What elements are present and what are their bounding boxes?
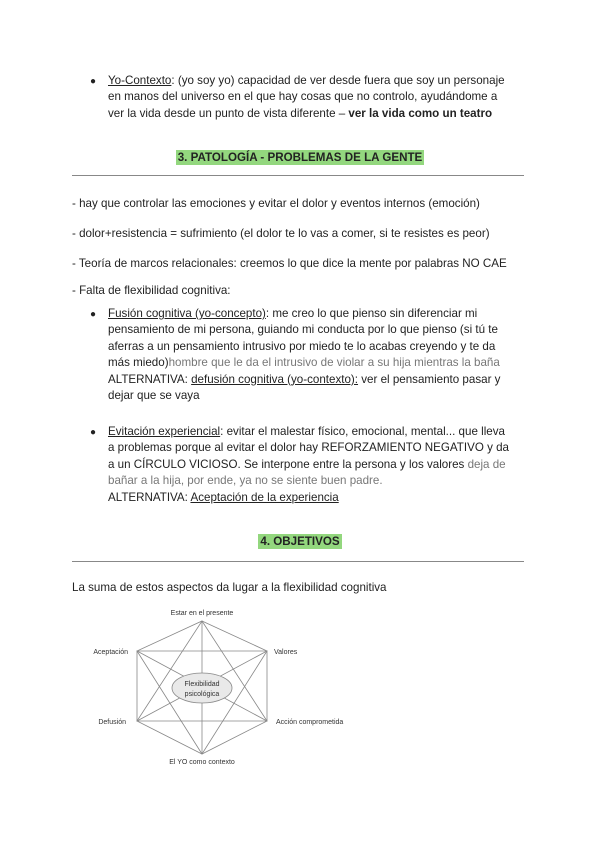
yo-contexto-term: Yo-Contexto xyxy=(108,74,172,87)
fusion-line2: pensamiento de mi persona, guiando mi conducta por lo que pienso (si tú te xyxy=(108,323,498,337)
bullet-dot: ● xyxy=(90,76,97,87)
hexaflex-diagram xyxy=(80,603,380,768)
fusion-line4: más miedo) xyxy=(108,356,169,370)
yo-contexto-line3: ver la vida desde un punto de vista diferente – xyxy=(108,106,349,120)
section3-heading-text: 3. PATOLOGÍA - PROBLEMAS DE LA GENTE xyxy=(177,151,423,164)
label-defusion: Defusión xyxy=(98,719,126,726)
fusion-alt-term: defusión cognitiva (yo-contexto): xyxy=(191,372,359,386)
label-presente: Estar en el presente xyxy=(170,610,234,617)
evitacion-paragraph xyxy=(108,424,528,506)
label-aceptacion: Aceptación xyxy=(93,649,128,656)
section3-divider xyxy=(72,175,524,176)
evitacion-term: Evitación experiencial xyxy=(108,425,221,438)
fusion-line1: : me creo lo que pienso sin diferenciar mi xyxy=(265,307,478,320)
pathology-line-1: - hay que controlar las emociones y evitar el dolor y eventos internos (emoción) xyxy=(72,197,480,210)
label-valores: Valores xyxy=(274,649,298,656)
fusion-example: hombre que le da el intrusivo de violar a su hija mientras la baña xyxy=(168,356,500,370)
fusion-line6: dejar que se vaya xyxy=(108,389,200,403)
evitacion-alt-label: ALTERNATIVA: xyxy=(108,490,191,504)
pathology-line-3: - Teoría de marcos relacionales: creemos lo que dice la mente por palabras NO CAE xyxy=(72,257,507,270)
pathology-line-2: - dolor+resistencia = sufrimiento (el dolor te lo vas a comer, si te resistes es peor) xyxy=(72,227,490,240)
bullet-dot: ● xyxy=(90,309,97,320)
yo-contexto-paragraph xyxy=(108,73,528,122)
label-yo-contexto: El YO como contexto xyxy=(169,759,235,766)
fusion-paragraph xyxy=(108,306,528,404)
yo-contexto-line1: : (yo soy yo) capacidad de ver desde fuera que soy un personaje xyxy=(171,74,505,87)
evitacion-line3: a un CÍRCULO VICIOSO. Se interpone entre la persona y los valores xyxy=(108,457,468,471)
fusion-term: Fusión cognitiva (yo-concepto) xyxy=(108,307,266,320)
center-label-2: psicológica xyxy=(184,691,220,698)
center-ellipse xyxy=(172,673,232,703)
pathology-line-4: - Falta de flexibilidad cognitiva: xyxy=(72,284,231,297)
objetivos-intro: La suma de estos aspectos da lugar a la flexibilidad cognitiva xyxy=(72,581,387,594)
fusion-alt-label: ALTERNATIVA: xyxy=(108,372,192,386)
section3-heading xyxy=(0,150,600,166)
evitacion-alt-term: Aceptación de la experiencia xyxy=(190,490,339,504)
center-label-1: Flexibilidad xyxy=(184,681,220,688)
yo-contexto-bold: ver la vida como un teatro xyxy=(348,106,493,120)
yo-contexto-line2: en manos del universo en el que hay cosas que no controlo, ayudándome a xyxy=(108,90,498,104)
evitacion-example-end: bañar a la hija, por ende, ya no se siente buen padre. xyxy=(108,474,383,488)
section4-heading-text: 4. OBJETIVOS xyxy=(260,535,340,548)
label-accion: Acción comprometida xyxy=(276,719,344,726)
evitacion-line2: a problemas porque al evitar el dolor hay REFORZAMIENTO NEGATIVO y da xyxy=(108,441,509,455)
section4-heading xyxy=(0,534,600,550)
bullet-dot: ● xyxy=(90,427,97,438)
section4-divider xyxy=(72,561,524,562)
evitacion-example-start: deja de xyxy=(467,457,506,471)
fusion-line3: aferras a un pensamiento intrusivo por miedo te lo acabas creyendo y te da xyxy=(108,339,496,353)
fusion-alt-rest: ver el pensamiento pasar y xyxy=(358,372,501,386)
evitacion-line1: : evitar el malestar físico, emocional, mental... que lleva xyxy=(220,425,505,438)
